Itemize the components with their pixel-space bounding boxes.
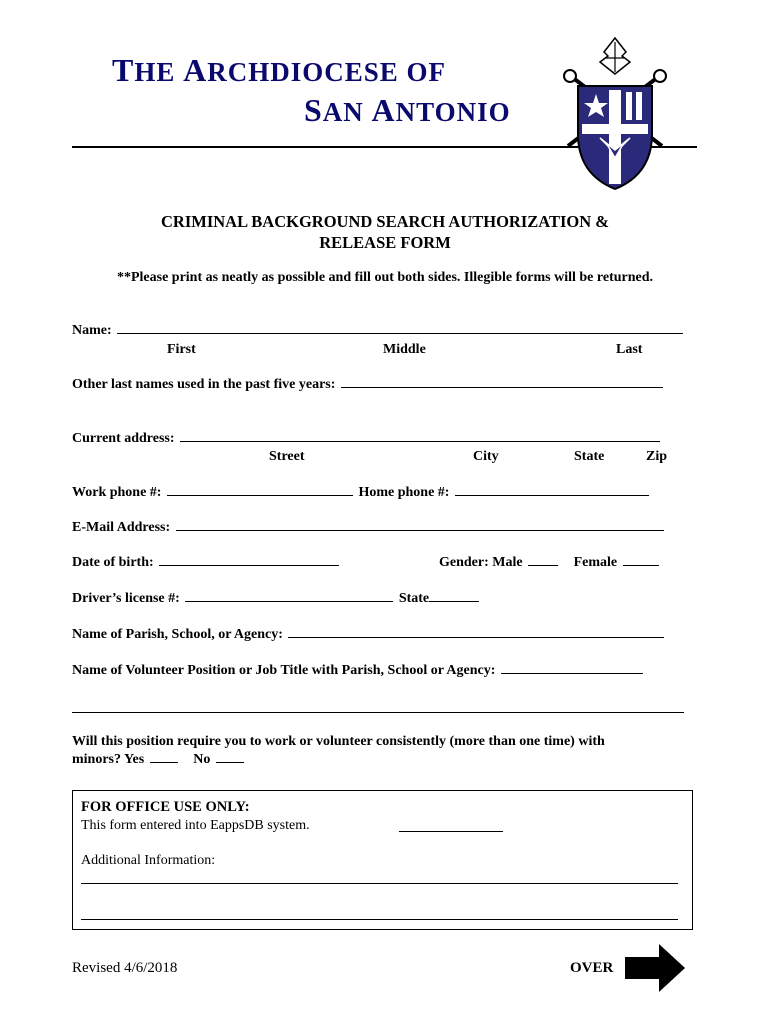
- office-additional-line-2[interactable]: [81, 919, 678, 920]
- minors-yes-blank[interactable]: [150, 762, 178, 763]
- home-phone-label: Home phone #:: [358, 485, 450, 500]
- address-state-label: State: [574, 449, 605, 464]
- form-title-line-2: RELEASE FORM: [319, 233, 451, 252]
- phone-row: [72, 485, 651, 501]
- instructions-note: **Please print as neatly as possible and fill out both sides. Illegible forms will be returned.: [116, 270, 654, 285]
- email-blank[interactable]: [176, 530, 664, 531]
- minors-question-line-1: Will this position require you to work or volunteer consistently (more than one time) with: [72, 734, 605, 749]
- position-row: [72, 663, 645, 679]
- position-label: Name of Volunteer Position or Job Title with Parish, School or Agency:: [72, 663, 496, 678]
- position-blank[interactable]: [501, 673, 643, 674]
- letterhead-line-2: SAN ANTONIO: [304, 92, 511, 128]
- name-label: Name:: [72, 323, 112, 338]
- email-label: E-Mail Address:: [72, 520, 171, 535]
- office-additional-line-1[interactable]: [81, 883, 678, 884]
- minors-no-label: No: [193, 752, 211, 767]
- name-middle-label: Middle: [383, 342, 426, 357]
- over-label: OVER: [570, 960, 614, 976]
- letterhead-line-1: THE ARCHDIOCESE OF: [112, 52, 447, 88]
- form-title-line-1: CRIMINAL BACKGROUND SEARCH AUTHORIZATION &: [161, 212, 609, 231]
- letterhead: [0, 0, 770, 205]
- archdiocese-coat-of-arms-icon: [560, 34, 670, 194]
- minors-yes-label: minors? Yes: [72, 752, 145, 767]
- gender-male-blank[interactable]: [528, 565, 558, 566]
- gender-female-label: Female: [573, 555, 618, 570]
- office-additional-label: Additional Information:: [81, 853, 216, 868]
- address-street-label: Street: [269, 449, 305, 464]
- parish-label: Name of Parish, School, or Agency:: [72, 627, 283, 642]
- minors-no-blank[interactable]: [216, 762, 244, 763]
- address-city-label: City: [473, 449, 499, 464]
- other-names-row: [72, 377, 665, 393]
- license-blank[interactable]: [185, 601, 393, 602]
- other-names-blank[interactable]: [341, 387, 663, 388]
- office-entered-blank[interactable]: [399, 831, 503, 832]
- license-state-blank[interactable]: [429, 601, 479, 602]
- name-row: [72, 323, 685, 339]
- other-names-label: Other last names used in the past five years:: [72, 377, 336, 392]
- office-use-heading: FOR OFFICE USE ONLY:: [81, 799, 250, 815]
- right-arrow-icon: [625, 944, 687, 992]
- work-phone-label: Work phone #:: [72, 485, 162, 500]
- name-blank[interactable]: [117, 333, 683, 334]
- gender-row: [439, 555, 661, 571]
- address-label: Current address:: [72, 431, 175, 446]
- address-row: [72, 431, 662, 447]
- dob-row: [72, 555, 341, 571]
- revised-date: Revised 4/6/2018: [72, 960, 178, 976]
- minors-answer-row: [72, 752, 246, 768]
- office-use-box: [72, 790, 693, 930]
- office-entered-text: This form entered into EappsDB system.: [81, 818, 310, 833]
- home-phone-blank[interactable]: [455, 495, 649, 496]
- license-label: Driver’s license #:: [72, 591, 180, 606]
- name-first-label: First: [167, 342, 196, 357]
- parish-row: [72, 627, 666, 643]
- dob-blank[interactable]: [159, 565, 339, 566]
- gender-female-blank[interactable]: [623, 565, 659, 566]
- dob-label: Date of birth:: [72, 555, 154, 570]
- name-last-label: Last: [616, 342, 643, 357]
- work-phone-blank[interactable]: [167, 495, 353, 496]
- gender-male-label: Gender: Male: [439, 555, 523, 570]
- license-row: [72, 591, 481, 607]
- position-continuation-line[interactable]: [72, 712, 684, 713]
- license-state-label: State: [398, 591, 430, 606]
- email-row: [72, 520, 666, 536]
- address-zip-label: Zip: [646, 449, 668, 464]
- address-blank[interactable]: [180, 441, 660, 442]
- parish-blank[interactable]: [288, 637, 664, 638]
